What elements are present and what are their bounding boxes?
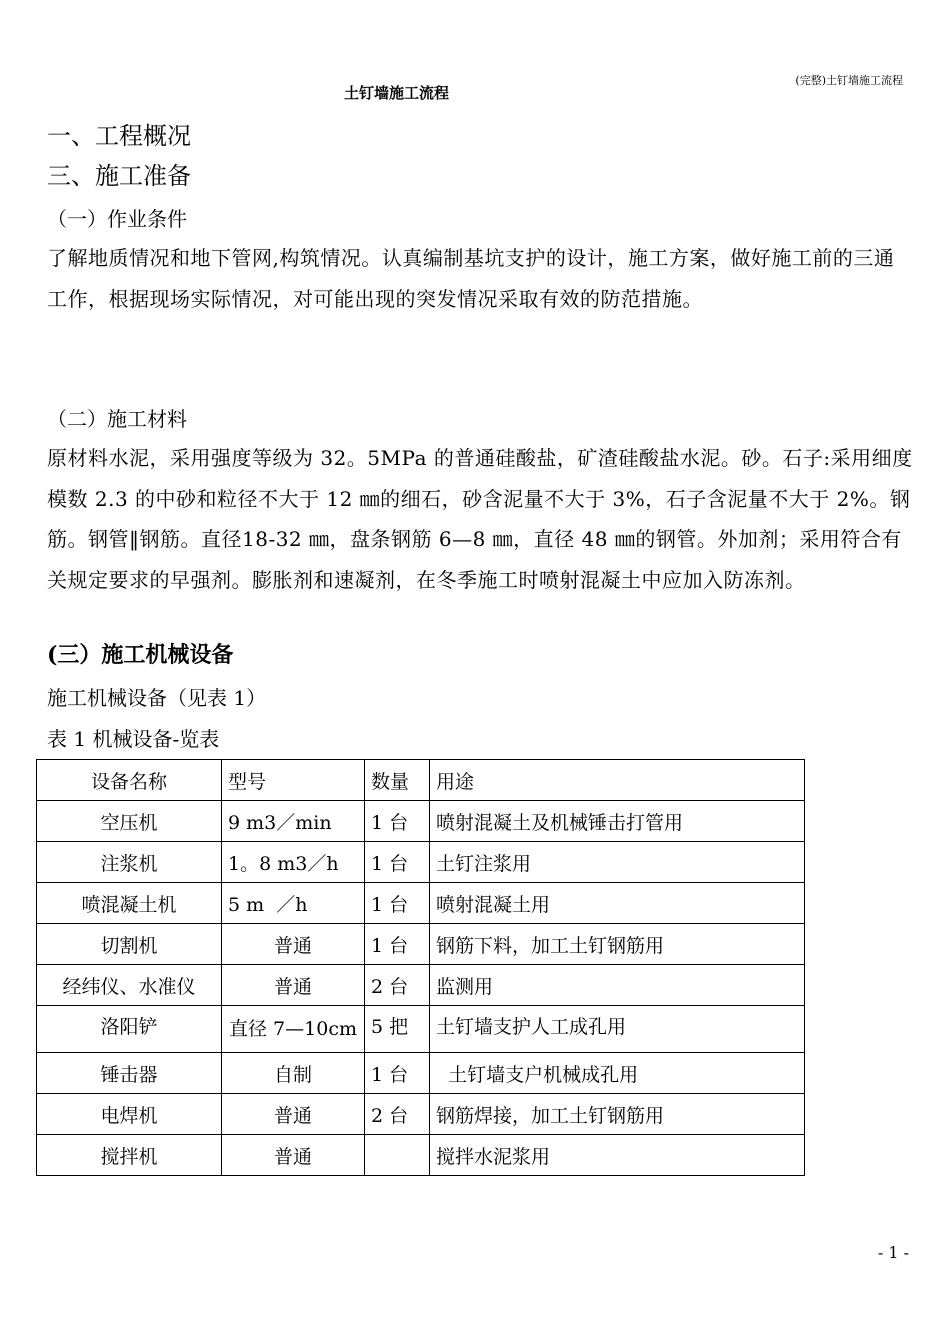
header-cell-model: 型号 — [222, 760, 365, 801]
cell-name: 经纬仪、水准仪 — [37, 965, 222, 1006]
cell-use: 土钉注浆用 — [430, 842, 805, 883]
running-header: (完整)土钉墙施工流程 — [795, 74, 903, 87]
cell-model: 普通 — [222, 1135, 365, 1176]
table-row — [37, 883, 805, 924]
cell-model: 普通 — [222, 924, 365, 965]
cell-use: 喷射混凝土用 — [430, 883, 805, 924]
header-cell-qty: 数量 — [365, 760, 430, 801]
table-row — [37, 1094, 805, 1135]
paragraph-materials: 原材料水泥，采用强度等级为 32。5MPa 的普通硅酸盐，矿渣硅酸盐水泥。砂。石子:采用细度模数 2.3 的中砂和粒径不大于 12 ㎜的细石，砂含泥量不大于 3%，石子含泥量不大于 2%。钢筋。钢管‖钢筋。直径18-32 ㎜，盘条钢筋 6—8 ㎜，直径 48 ㎜的钢管。外加剂；采用符合有关规定要求的早强剂。膨胀剂和速凝剂，在冬季施工时喷射混凝土中应加入防冻剂。 — [47, 446, 913, 592]
page-number: - 1 - — [877, 1243, 909, 1262]
cell-use: 土钉墙支护人工成孔用 — [430, 1006, 805, 1053]
table-row — [37, 842, 805, 883]
table-caption: 表 1 机械设备-览表 — [47, 727, 220, 751]
cell-model: 普通 — [222, 965, 365, 1006]
table-row — [37, 1135, 805, 1176]
cell-qty: 1 台 — [365, 1053, 430, 1094]
cell-model: 自制 — [222, 1053, 365, 1094]
cell-use: 钢筋焊接，加工土钉钢筋用 — [430, 1094, 805, 1135]
cell-use: 喷射混凝土及机械锤击打管用 — [430, 801, 805, 842]
cell-name: 注浆机 — [37, 842, 222, 883]
header-cell-use: 用途 — [430, 760, 805, 801]
document-title: 土钉墙施工流程 — [344, 84, 450, 102]
table-row — [37, 1006, 805, 1053]
cell-model: 1。8 m3／h — [222, 842, 365, 883]
cell-name: 喷混凝土机 — [37, 883, 222, 924]
cell-qty: 1 台 — [365, 801, 430, 842]
cell-name: 锤击器 — [37, 1053, 222, 1094]
equipment-table — [36, 759, 805, 1176]
cell-name: 搅拌机 — [37, 1135, 222, 1176]
cell-name: 切割机 — [37, 924, 222, 965]
cell-model: 9 m3／min — [222, 801, 365, 842]
cell-qty: 1 台 — [365, 924, 430, 965]
cell-qty — [365, 1135, 430, 1176]
subsection-heading-1: （一）作业条件 — [47, 207, 187, 231]
cell-use: 钢筋下料，加工土钉钢筋用 — [430, 924, 805, 965]
cell-qty: 2 台 — [365, 1094, 430, 1135]
section-heading-1: 一、工程概况 — [47, 122, 191, 150]
cell-use: 监测用 — [430, 965, 805, 1006]
cell-use: 土钉墙支户机械成孔用 — [430, 1053, 805, 1094]
table-header-row — [37, 760, 805, 801]
cell-use: 搅拌水泥浆用 — [430, 1135, 805, 1176]
table-row — [37, 1053, 805, 1094]
cell-qty: 1 台 — [365, 883, 430, 924]
subsection-heading-3: (三）施工机械设备 — [47, 642, 234, 668]
cell-qty: 2 台 — [365, 965, 430, 1006]
header-cell-name: 设备名称 — [37, 760, 222, 801]
cell-name: 电焊机 — [37, 1094, 222, 1135]
cell-name: 洛阳铲 — [37, 1006, 222, 1053]
cell-qty: 1 台 — [365, 842, 430, 883]
cell-model: 普通 — [222, 1094, 365, 1135]
subsection-heading-2: （二）施工材料 — [47, 407, 187, 431]
cell-name: 空压机 — [37, 801, 222, 842]
table-row — [37, 924, 805, 965]
table-row — [37, 965, 805, 1006]
cell-model: 5 m ／h — [222, 883, 365, 924]
cell-qty: 5 把 — [365, 1006, 430, 1053]
section-heading-3: 三、施工准备 — [47, 162, 191, 190]
paragraph-work-conditions: 了解地质情况和地下管网,构筑情况。认真编制基坑支护的设计，施工方案，做好施工前的三通工作，根据现场实际情况，对可能出现的突发情况采取有效的防范措施。 — [47, 246, 895, 311]
table-row — [37, 801, 805, 842]
equipment-intro-line: 施工机械设备（见表 1） — [47, 686, 267, 710]
cell-model: 直径 7—10cm — [222, 1006, 365, 1053]
